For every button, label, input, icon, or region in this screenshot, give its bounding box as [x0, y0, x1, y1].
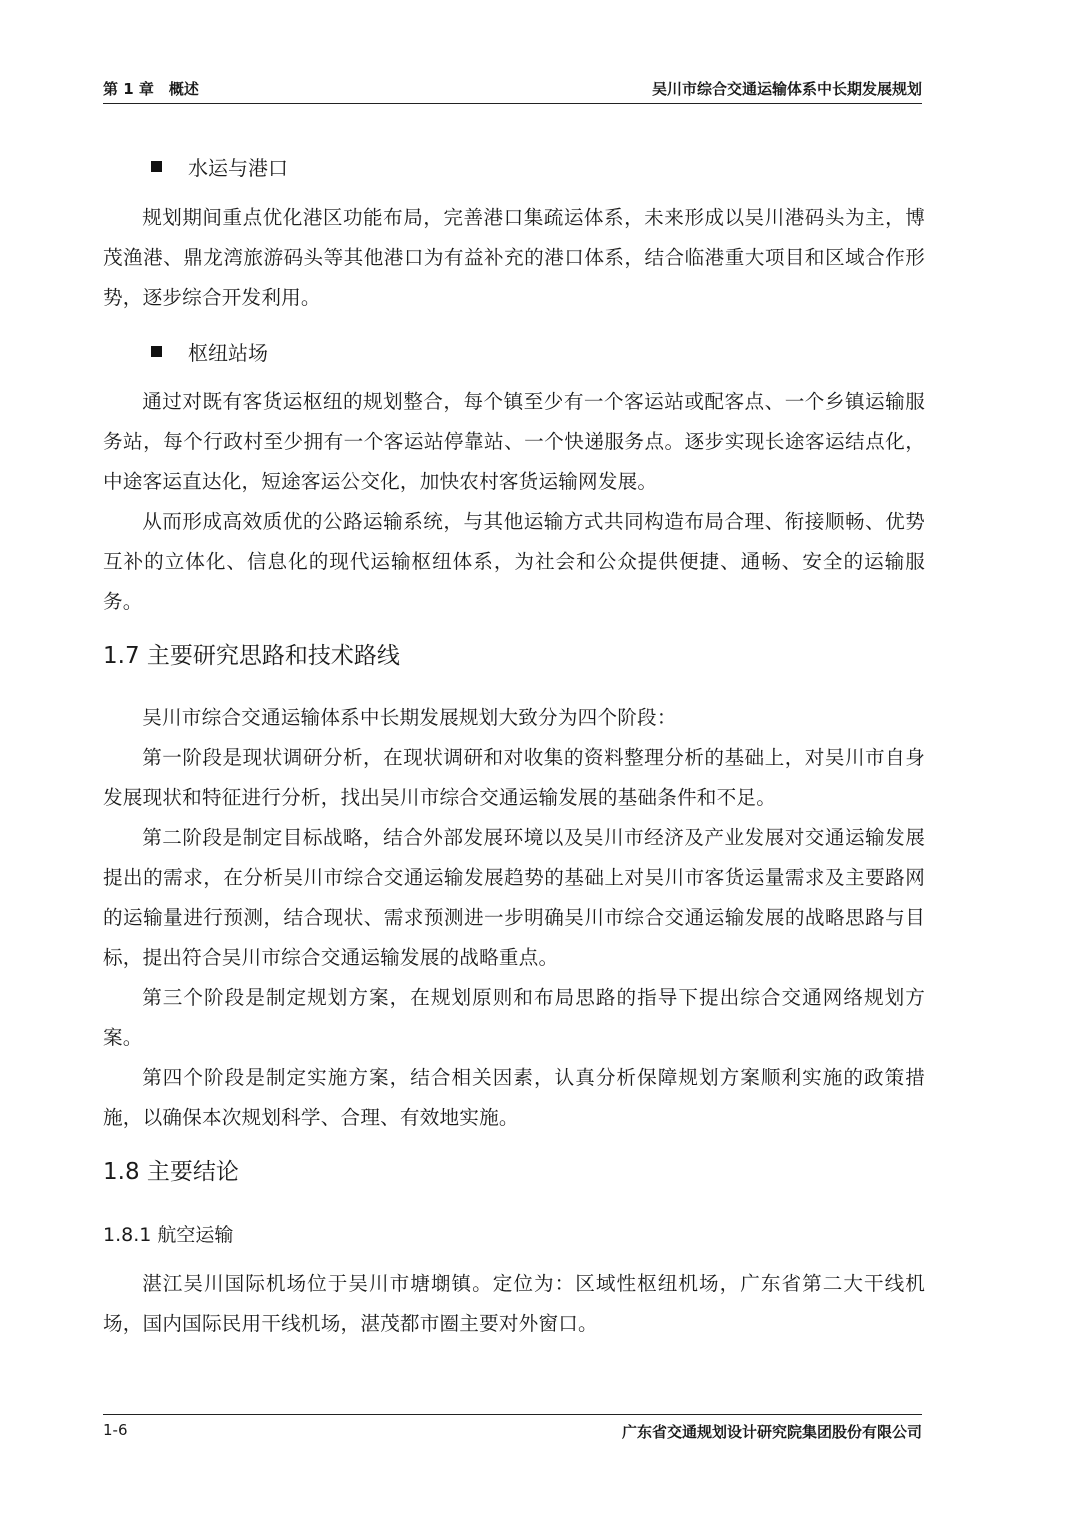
running-footer — [103, 1414, 922, 1448]
paragraph: 规划期间重点优化港区功能布局，完善港口集疏运体系，未来形成以吴川港码头为主，博茂渔港、鼎龙湾旅游码头等其他港口为有益补充的港口体系，结合临港重大项目和区域合作形势，逐步综合开发利用。 — [103, 206, 925, 309]
section-heading-1-7: 1.7 主要研究思路和技术路线 — [103, 643, 400, 669]
subsection-heading-1-8-1: 1.8.1 航空运输 — [103, 1224, 234, 1246]
bullet-heading-water — [151, 152, 288, 181]
paragraph: 从而形成高效质优的公路运输系统，与其他运输方式共同构造布局合理、衔接顺畅、优势互补的立体化、信息化的现代运输枢纽体系，为社会和公众提供便捷、通畅、安全的运输服务。 — [103, 510, 925, 613]
paragraph: 通过对既有客货运枢纽的规划整合，每个镇至少有一个客运站或配客点、一个乡镇运输服务站，每个行政村至少拥有一个客运站停靠站、一个快递服务点。逐步实现长途客运结点化，中途客运直达化，短途客运公交化，加快农村客货运输网发展。 — [103, 390, 925, 493]
document-title: 吴川市综合交通运输体系中长期发展规划 — [651, 80, 922, 98]
paragraph: 第四个阶段是制定实施方案，结合相关因素，认真分析保障规划方案顺利实施的政策措施，以确保本次规划科学、合理、有效地实施。 — [103, 1066, 925, 1129]
organization-name: 广东省交通规划设计研究院集团股份有限公司 — [621, 1423, 922, 1441]
square-bullet-icon — [151, 346, 162, 357]
bullet-heading-hub — [151, 337, 268, 366]
bullet-heading-label: 水运与港口 — [188, 156, 288, 180]
paragraph: 湛江吴川国际机场位于吴川市塘㙟镇。定位为：区域性枢纽机场，广东省第二大干线机场，国内国际民用干线机场，湛茂都市圈主要对外窗口。 — [103, 1272, 925, 1335]
paragraph: 吴川市综合交通运输体系中长期发展规划大致分为四个阶段： — [142, 706, 677, 729]
paragraph: 第二阶段是制定目标战略，结合外部发展环境以及吴川市经济及产业发展对交通运输发展提出的需求，在分析吴川市综合交通运输发展趋势的基础上对吴川市客货运量需求及主要路网的运输量进行预测，结合现状、需求预测进一步明确吴川市综合交通运输发展的战略思路与目标，提出符合吴川市综合交通运输发展的战略重点。 — [103, 826, 925, 969]
paragraph: 第三个阶段是制定规划方案，在规划原则和布局思路的指导下提出综合交通网络规划方案。 — [103, 986, 925, 1049]
section-heading-1-8: 1.8 主要结论 — [103, 1159, 239, 1185]
page-number: 1-6 — [103, 1421, 128, 1439]
running-header — [103, 74, 922, 104]
square-bullet-icon — [151, 161, 162, 172]
chapter-label: 第 1 章 概述 — [103, 80, 199, 98]
bullet-heading-label: 枢纽站场 — [188, 341, 268, 365]
paragraph: 第一阶段是现状调研分析，在现状调研和对收集的资料整理分析的基础上，对吴川市自身发展现状和特征进行分析，找出吴川市综合交通运输发展的基础条件和不足。 — [103, 746, 925, 809]
